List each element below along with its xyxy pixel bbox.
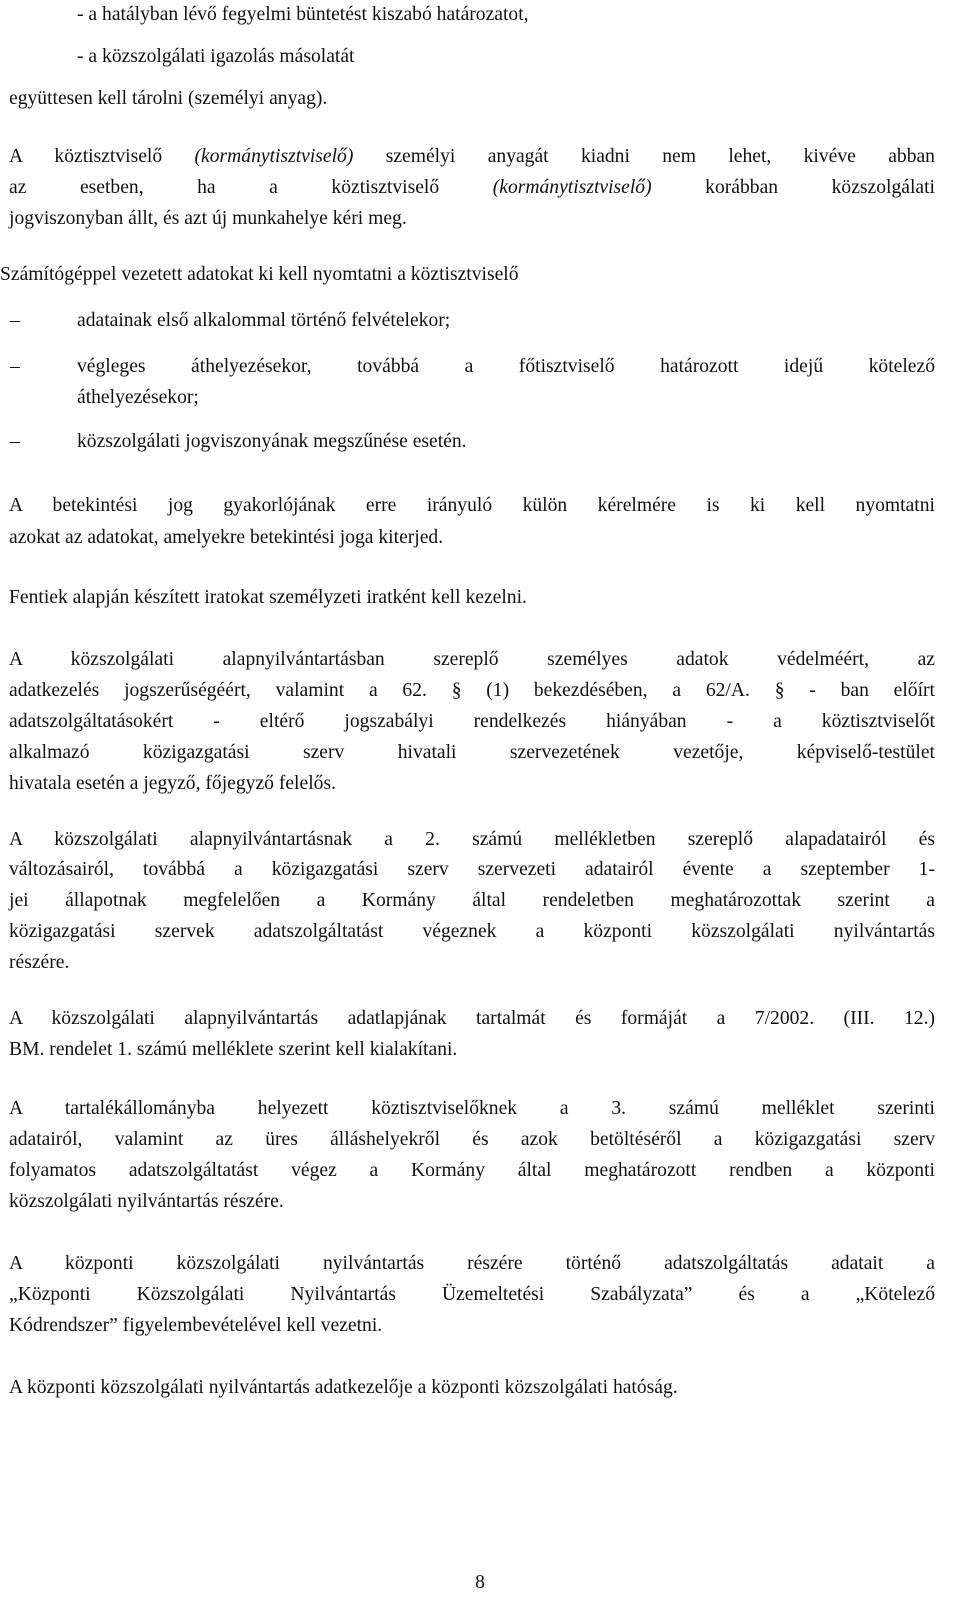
paragraph-reserve-line: folyamatos adatszolgáltatást végez a Kormány által meghatározott rendben a központi	[9, 1160, 935, 1181]
paragraph-rules-line: „Központi Közszolgálati Nyilvántartás Üzemeltetési Szabályzata” és a „Kötelező	[9, 1284, 935, 1305]
paragraph-annual-line: változásairól, továbbá a közigazgatási szerv szervezeti adatairól évente a szeptember 1-	[9, 859, 935, 880]
paragraph-resp-line: hivatala esetén a jegyző, főjegyző felelős.	[9, 773, 336, 794]
list-item: - a közszolgálati igazolás másolatát	[77, 46, 355, 67]
paragraph-reserve-line: közszolgálati nyilvántartás részére.	[9, 1191, 284, 1212]
paragraph-reserve-line: adatairól, valamint az üres álláshelyekről és azok betöltéséről a közigazgatási szerv	[9, 1129, 935, 1150]
paragraph-resp-line: A közszolgálati alapnyilvántartásban szereplő személyes adatok védelméért, az	[9, 649, 935, 670]
list-item-continuation: áthelyezésekor;	[77, 387, 199, 408]
paragraph-release-line: A köztisztviselő (kormánytisztviselő) személyi anyagát kiadni nem lehet, kivéve abban	[9, 146, 935, 167]
list-item: közszolgálati jogviszonyának megszűnése esetén.	[77, 431, 467, 452]
list-item: végleges áthelyezésekor, továbbá a főtisztviselő határozott idejű kötelező	[77, 356, 935, 377]
paragraph-resp-line: alkalmazó közigazgatási szerv hivatali szervezetének vezetője, képviselő-testület	[9, 742, 935, 763]
paragraph-storage: együttesen kell tárolni (személyi anyag).	[9, 88, 328, 109]
paragraph-release-line: jogviszonyban állt, és azt új munkahelye kéri meg.	[9, 208, 407, 229]
dash-marker: –	[10, 310, 20, 331]
paragraph-handle: Fentiek alapján készített iratokat személyzeti iratként kell kezelni.	[9, 587, 527, 608]
paragraph-annual-line: részére.	[9, 952, 70, 973]
paragraph-print-intro: Számítógéppel vezetett adatokat ki kell nyomtatni a köztisztviselő	[0, 264, 519, 285]
dash-marker: –	[10, 431, 20, 452]
paragraph-resp-line: adatkezelés jogszerűségéért, valamint a 62. § (1) bekezdésében, a 62/A. § - ban előírt	[9, 680, 935, 701]
dash-marker: –	[10, 356, 20, 377]
paragraph-rules-line: A központi közszolgálati nyilvántartás részére történő adatszolgáltatás adatait a	[9, 1253, 935, 1274]
paragraph-controller: A központi közszolgálati nyilvántartás adatkezelője a központi közszolgálati hatóság.	[9, 1377, 678, 1398]
paragraph-form-line: BM. rendelet 1. számú melléklete szerint kell kialakítani.	[9, 1039, 458, 1060]
paragraph-reserve-line: A tartalékállományba helyezett köztisztviselőknek a 3. számú melléklet szerinti	[9, 1098, 935, 1119]
paragraph-resp-line: adatszolgáltatásokért - eltérő jogszabályi rendelkezés hiányában - a köztisztviselőt	[9, 711, 935, 732]
page-number: 8	[475, 1572, 485, 1593]
paragraph-release-line: az esetben, ha a köztisztviselő (kormánytisztviselő) korábban közszolgálati	[9, 177, 935, 198]
list-item: adatainak első alkalommal történő felvételekor;	[77, 310, 451, 331]
paragraph-rules-line: Kódrendszer” figyelembevételével kell vezetni.	[9, 1315, 383, 1336]
paragraph-annual-line: A közszolgálati alapnyilvántartásnak a 2. számú mellékletben szereplő alapadatairól és	[9, 829, 935, 850]
paragraph-annual-line: közigazgatási szervek adatszolgáltatást végeznek a központi közszolgálati nyilvántartás	[9, 921, 935, 942]
paragraph-inspect-line: A betekintési jog gyakorlójának erre irányuló külön kérelmére is ki kell nyomtatni	[9, 495, 935, 516]
paragraph-form-line: A közszolgálati alapnyilvántartás adatlapjának tartalmát és formáját a 7/2002. (III. 12.)	[9, 1008, 935, 1029]
paragraph-annual-line: jei állapotnak megfelelően a Kormány által rendeletben meghatározottak szerint a	[9, 890, 935, 911]
paragraph-inspect-line: azokat az adatokat, amelyekre betekintési joga kiterjed.	[9, 527, 444, 548]
list-item: - a hatályban lévő fegyelmi büntetést kiszabó határozatot,	[77, 4, 529, 25]
